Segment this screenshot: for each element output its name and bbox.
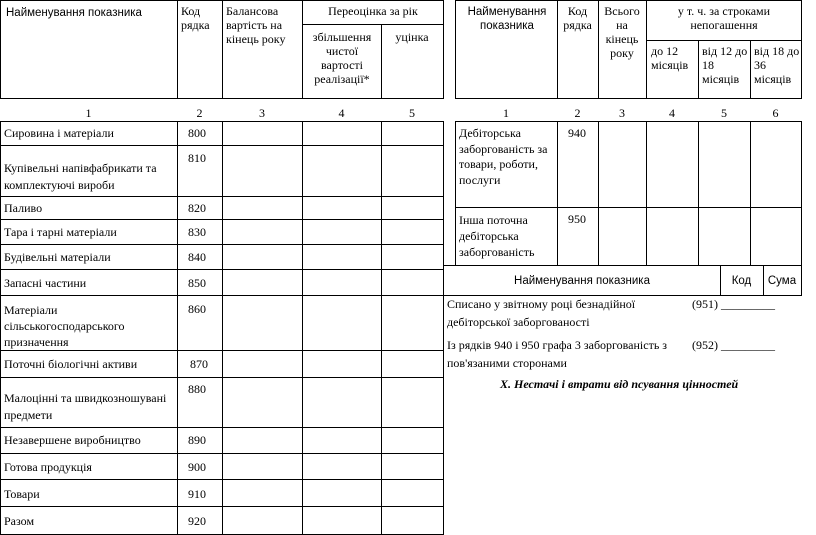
col-number: 2 [574,106,581,120]
writeoff-text-2: дебіторської заборгованості [447,315,590,329]
header-name: Найменування показника [6,7,142,19]
row-name: Готова продукція [4,460,92,474]
writeoff-text: Списано у звітному році безнадійної [447,297,636,311]
row-name: Разом [4,514,35,528]
header-increase: збільшення чистої вартості реалізації* [312,30,372,86]
section-title: X. Нестачі і втрати від псування цінностей [500,377,739,391]
header-12-18: від 12 до 18 місяців [702,44,748,86]
row-name: Тара і тарні матеріали [4,225,117,239]
row-name: Запасні частини [4,276,87,290]
row-name: Паливо [4,201,43,215]
col-number: 5 [409,106,415,120]
row-code: 840 [188,250,206,264]
row-code: 900 [188,460,206,474]
col-number: 4 [669,106,675,120]
col-number: 3 [619,106,625,120]
row-name: Незавершене виробництво [4,433,141,447]
row-code: 810 [188,151,206,165]
small-header-sum: Сума [767,275,797,287]
col-number: 1 [85,106,92,120]
header-markdown: уцінка [395,30,429,44]
row-name: Сировина і матеріали [4,126,114,140]
row-code: 910 [188,487,206,501]
col-number: 3 [259,106,265,120]
row-name: Малоцінні та швидкозношувані предмети [4,391,167,422]
small-header-name: Найменування показника [514,275,650,287]
writeoff-code-field[interactable]: (951) _________ [692,297,775,311]
related-text-2: пов'язаними сторонами [447,356,567,370]
row-code: 880 [188,382,206,396]
row-name: Інша поточна дебіторська заборгованість [459,213,535,259]
row-name: Будівельні матеріали [4,250,111,264]
col-number: 2 [196,106,203,120]
row-code: 820 [188,201,206,215]
related-text: Із рядків 940 і 950 графа 3 заборгованість з [447,338,668,352]
header-code: Код рядка [563,4,592,32]
header-balance: Балансова вартість на кінець року [226,4,286,46]
header-to12: до 12 місяців [651,44,689,72]
header-including: у т. ч. за строками непогашення [677,4,771,32]
header-revaluation: Переоцінка за рік [328,4,418,18]
row-name: Поточні біологічні активи [4,357,138,371]
header-18-36: від 18 до 36 місяців [754,44,800,86]
col-number: 1 [503,106,509,120]
row-code: 890 [188,433,206,447]
row-code: 830 [188,225,206,239]
row-name: Матеріали сільськогосподарського призначення [4,303,125,349]
small-header-code: Код [731,275,752,287]
row-code: 860 [188,302,206,316]
row-code: 940 [568,126,586,140]
row-code: 950 [568,212,586,226]
row-code: 850 [188,276,206,290]
col-number: 6 [772,106,779,120]
col-number: 4 [338,106,345,120]
row-name: Дебіторська заборгованість за товари, роботи, послуги [459,126,548,187]
col-number: 5 [721,106,727,120]
row-name: Товари [4,487,40,501]
header-total: Всього на кінець року [604,4,640,60]
header-code: Код рядка [181,4,210,32]
row-code: 870 [190,357,208,371]
row-code: 920 [188,514,206,528]
header-name: Найменування показника [467,6,547,32]
row-code: 800 [188,126,206,140]
row-name: Купівельні напівфабрикати та комплектуючі вироби [4,161,157,192]
related-code-field[interactable]: (952) _________ [692,338,775,352]
